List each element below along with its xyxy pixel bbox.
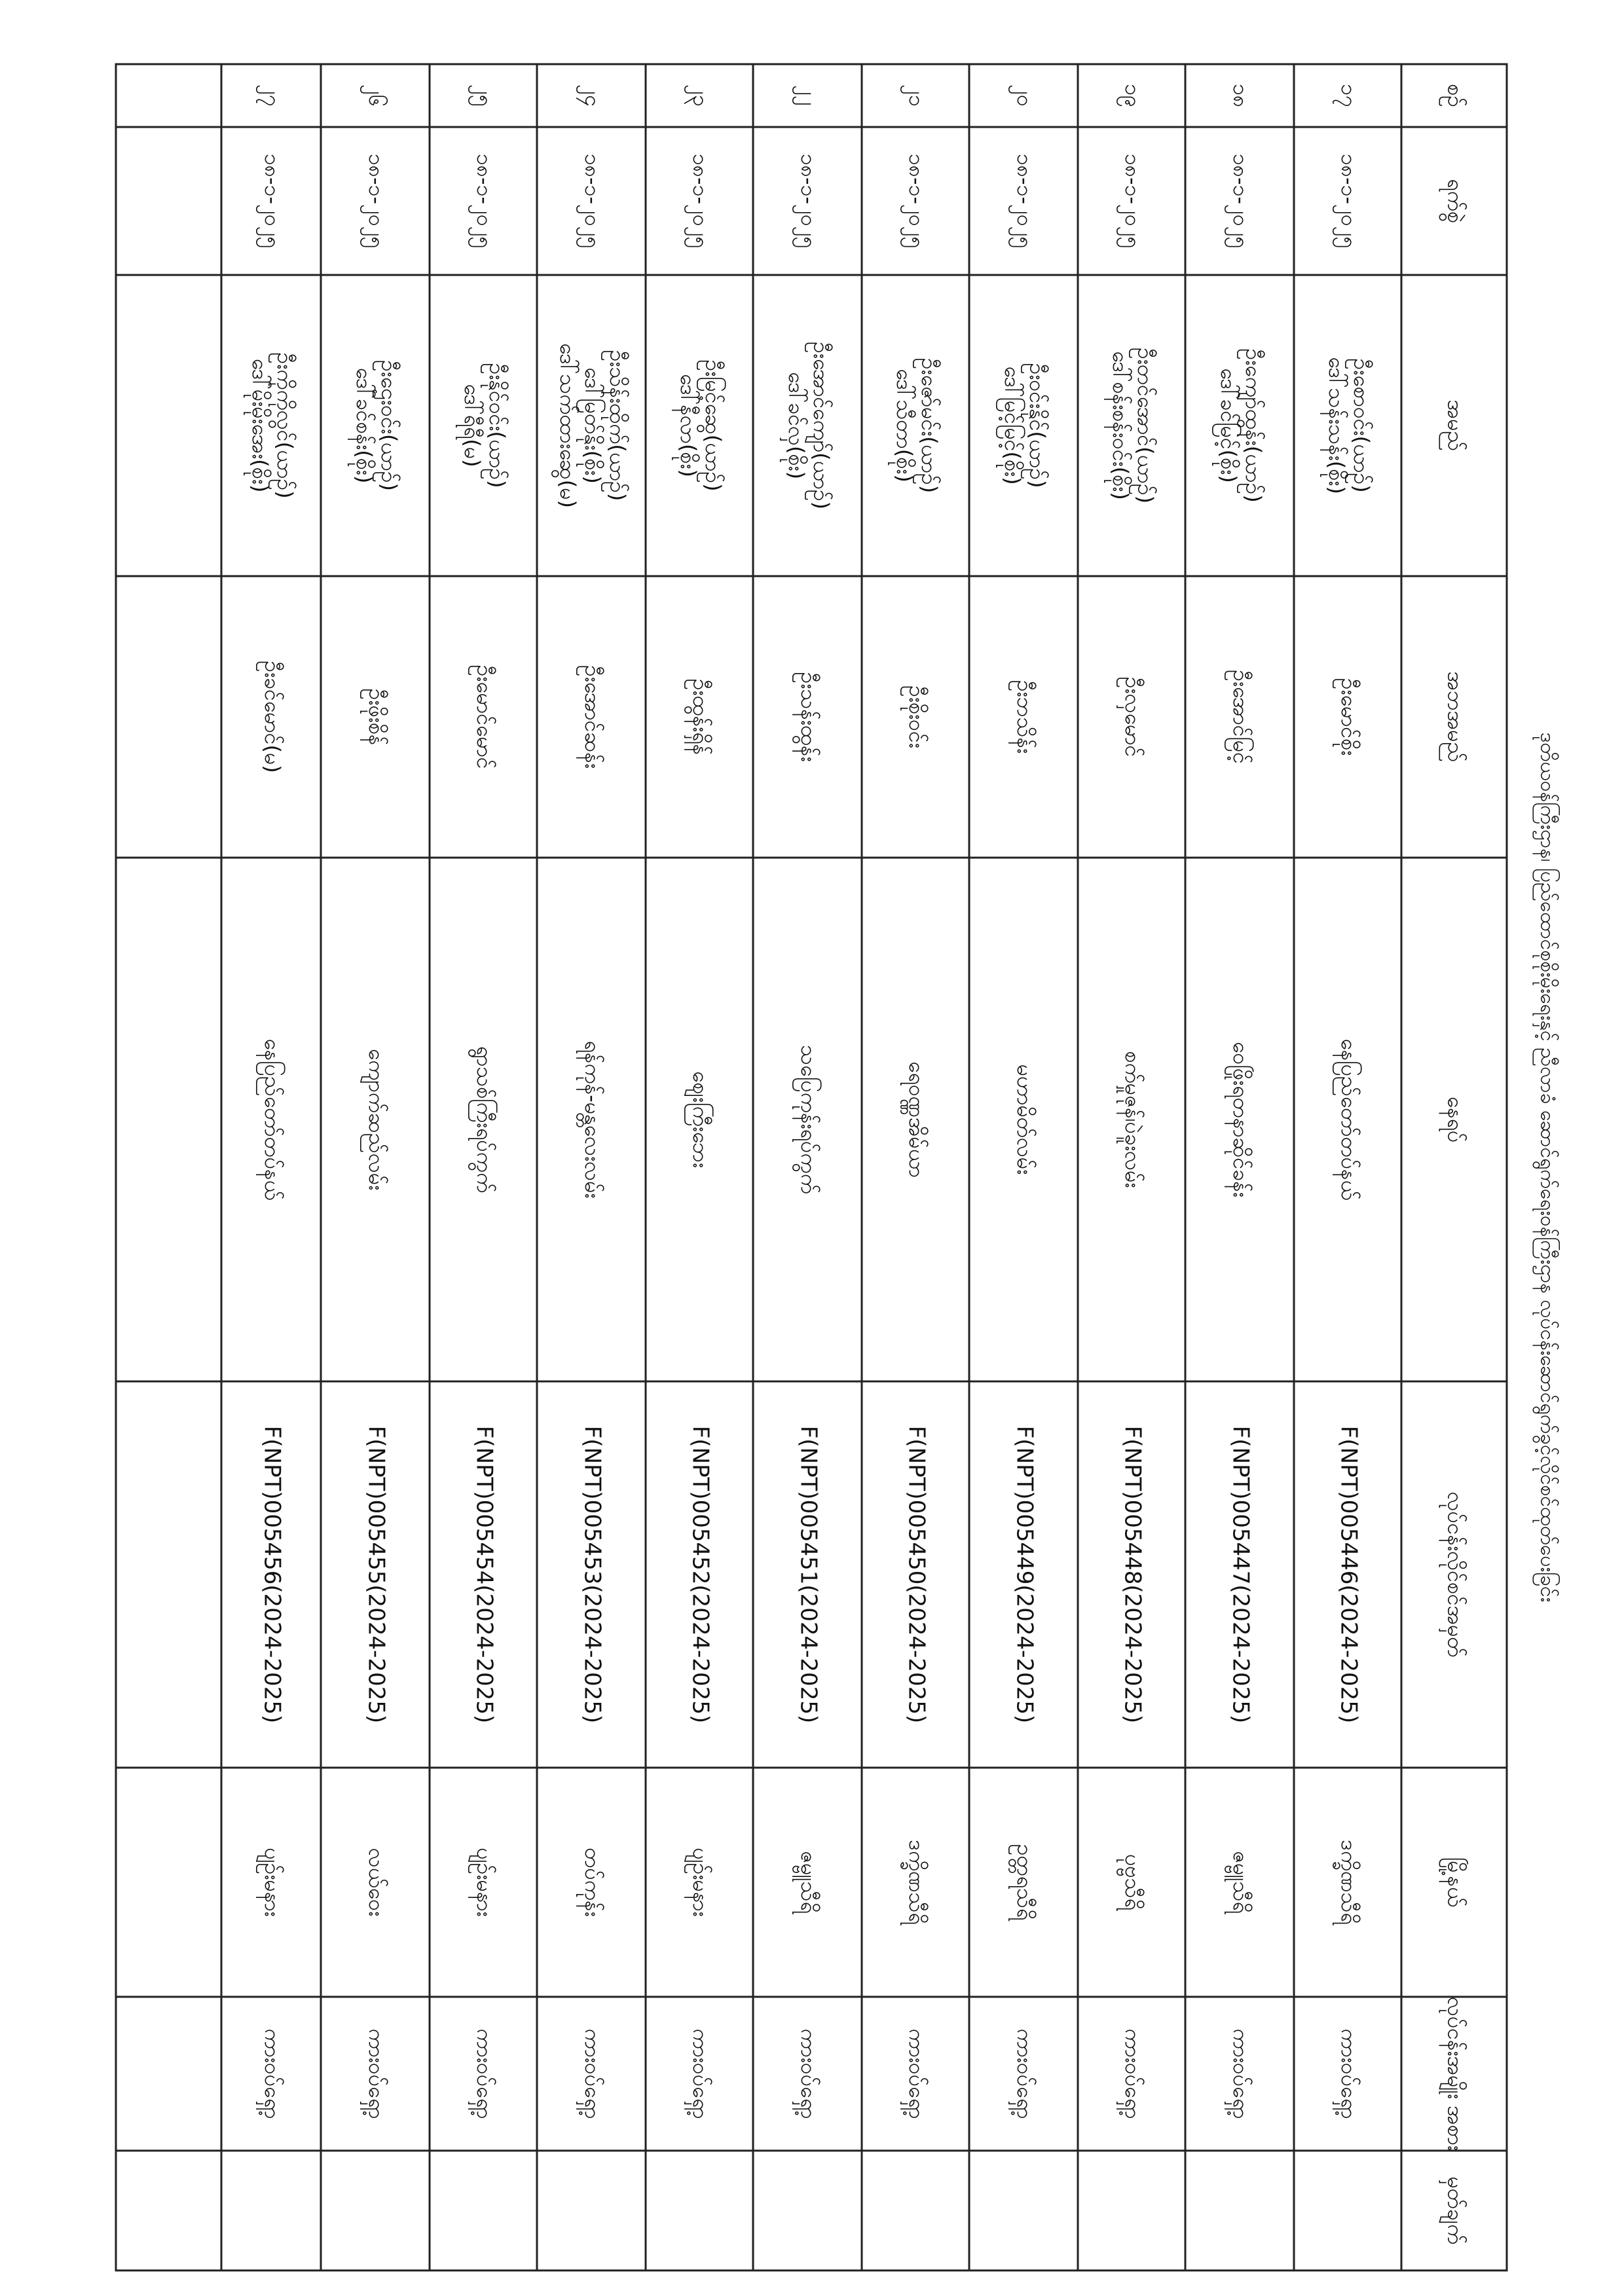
cell-address-line: နေပြည်တော်တပ်နယ် [1337, 1038, 1361, 1201]
cell-address [1333, 1038, 1361, 1200]
cell-date-line: ၁၈-၁-၂၀၂၅ [688, 153, 713, 249]
cell-type-line: ကားဝပ်ရှော့ [1337, 2028, 1361, 2119]
cell-no [900, 84, 929, 107]
header-township [1439, 1857, 1468, 1907]
cell-no-line: ၂၂ [796, 85, 821, 106]
cell-address-line: သပြေကုန်းရပ်ကွက် [796, 1045, 821, 1194]
cell-address [1012, 1065, 1037, 1175]
cell-license [471, 1426, 498, 1723]
cell-license [1336, 1426, 1362, 1723]
cell-township-line: လယ်ဝေး [364, 1848, 389, 1917]
header-date [1439, 179, 1468, 223]
cell-date-line: ၁၈-၁-၂၀၂၅ [904, 153, 929, 249]
cell-township [1225, 1851, 1253, 1914]
cell-address-line: ရန်ကုန်-မန္တလေးလမ်း [580, 1040, 605, 1199]
cell-father-line: ဦးအောင်ဆန်း [580, 665, 605, 769]
cell-name-line: ဒေါ်ခင်လှ(စိုး) [784, 371, 809, 480]
cell-name-line: ဦးတင်အောင်(ယာဉ်) [1133, 347, 1158, 504]
header-no [1439, 84, 1468, 107]
cell-license-line: F(NPT)005449(2024-2025) [1011, 1425, 1038, 1724]
cell-address [1116, 1051, 1145, 1188]
cell-township [684, 1848, 713, 1916]
cell-name [1320, 357, 1374, 494]
cell-address [576, 1040, 605, 1198]
cell-license-line: F(NPT)005447(2024-2025) [1227, 1425, 1254, 1724]
cell-name [244, 352, 297, 498]
cell-township [1333, 1840, 1361, 1925]
cell-license [1120, 1426, 1146, 1723]
cell-date-line: ၁၈-၁-၂၀၂၅ [260, 153, 285, 249]
cell-date-line: ၁၈-၁-၂၀၂၅ [472, 153, 497, 249]
cell-date [900, 154, 929, 249]
cell-date [1008, 154, 1037, 249]
cell-no-line: ၂၇ [260, 84, 285, 107]
cell-type [792, 2028, 821, 2119]
cell-license-line: F(NPT)005455(2024-2025) [363, 1425, 390, 1724]
cell-father [792, 672, 821, 761]
cell-license-line: F(NPT)005452(2024-2025) [687, 1425, 714, 1724]
cell-type [1333, 2028, 1361, 2119]
cell-name-line: ဦးသိန်းထိုက်(ယာဉ်) [605, 350, 630, 501]
header-father [1439, 672, 1468, 763]
cell-no [576, 84, 605, 107]
cell-date [1333, 154, 1361, 249]
cell-name [551, 343, 630, 508]
cell-date [1225, 154, 1253, 249]
cell-no-line: ၂၄ [580, 84, 605, 107]
cell-township-line: ဒက္ခိဏသီရိ [1337, 1840, 1361, 1925]
cell-no-line: ၂၃ [688, 84, 713, 107]
cell-township [364, 1848, 389, 1917]
cell-type [1008, 2028, 1037, 2119]
cell-name-line: ဦးကျော်ထွန်း(ယာဉ်) [1241, 348, 1266, 503]
cell-date [576, 154, 605, 249]
cell-name [672, 359, 726, 491]
cell-address-line: နေပြည်တော်တပ်နယ် [260, 1038, 285, 1201]
cell-no-line: ၂၅ [472, 84, 497, 107]
cell-license-line: F(NPT)005454(2024-2025) [471, 1425, 498, 1724]
cell-date [1116, 154, 1145, 249]
cell-township [900, 1840, 929, 1925]
cell-date-line: ၁၈-၁-၂၀၂၅ [1228, 153, 1253, 249]
cell-township [576, 1848, 605, 1916]
cell-license [796, 1426, 822, 1723]
cell-name-line: ဒေါ်မြင့်မြင့်(စိုး) [1000, 366, 1025, 485]
cell-township [256, 1848, 285, 1916]
cell-township-line: တပ်ကုန်း [580, 1848, 605, 1917]
cell-type [684, 2028, 713, 2119]
cell-no [1008, 84, 1037, 107]
header-name-line: အမည် [1443, 399, 1468, 452]
cell-township-line: ပုဗ္ဗသီရိ [1120, 1854, 1145, 1910]
cell-township-line: ဇမ္ဗူသီရိ [1228, 1851, 1253, 1914]
cell-father [576, 665, 605, 769]
cell-name-line: ဒေါ်စန်းစန်းဝင်း(စိုး) [1108, 351, 1133, 500]
cell-type [576, 2028, 605, 2119]
cell-address-line: ရွာသစ်ကြီးရပ်ကွက် [472, 1046, 497, 1194]
header-remark [1439, 2177, 1468, 2245]
cell-license [259, 1426, 286, 1723]
cell-no [1116, 84, 1145, 107]
cell-no-line: ၂၀ [1012, 84, 1037, 107]
cell-date [792, 154, 821, 249]
cell-type-line: ကားဝပ်ရှော့ [688, 2028, 713, 2119]
cell-no-line: ၁၉ [1120, 84, 1145, 107]
cell-township [1116, 1854, 1145, 1911]
cell-date-line: ၁၈-၁-၂၀၂၅ [580, 153, 605, 249]
header-address-line: နေရပ် [1443, 1096, 1468, 1143]
cell-name-line: ဦးစောဝင်း(ယာဉ်) [1349, 358, 1374, 493]
header-date-line: ရက်စွဲ [1443, 179, 1468, 223]
cell-father-line: ဦးလှမောင် [1120, 676, 1145, 757]
header-no-line: စဉ် [1443, 84, 1468, 107]
page-title [1532, 733, 1560, 1603]
cell-type-line: ကားဝပ်ရှော့ [1120, 2028, 1145, 2119]
cell-name-line: ဦးဝင်းနိုင်(ယာဉ်) [1025, 363, 1050, 488]
cell-father [900, 685, 929, 748]
cell-type [1225, 2028, 1253, 2119]
cell-license [904, 1426, 930, 1723]
cell-father [684, 679, 713, 755]
cell-father-line: ဦးဘသိန်း [1012, 680, 1037, 754]
cell-no-line: ၁၈ [1228, 83, 1253, 108]
cell-date-line: ၁၈-၁-၂၀၂၅ [1120, 153, 1145, 249]
cell-township-line: ဥတ္တရသီရိ [1012, 1844, 1037, 1921]
cell-type-line: ကားဝပ်ရှော့ [260, 2028, 285, 2119]
cell-name-line: ဦးဌေးဝင်း(ယာဉ်) [377, 360, 401, 491]
cell-type [256, 2028, 285, 2119]
cell-name-line: ဒေါ်ခင်မြင့်(စိုး) [1216, 368, 1241, 483]
cell-no [468, 84, 497, 107]
cell-no-line: ၂၁ [904, 84, 929, 107]
cell-address [792, 1045, 821, 1194]
cell-no [792, 85, 821, 105]
title-text: ဒုတိယဝန်ကြီးဌာန၊ ပြည်ထောင်စုစိုးမိုးရေးနှင့် ညီလာခံ ဆောင်ရွက်ရေးဝန်ကြီးဌာန လုပ်ငန်းဆောင်ရွက်ခွင့်လိုင်စင်ထုတ်ပေးခြင်း [1536, 732, 1559, 1603]
cell-address [684, 1071, 713, 1168]
cell-father [360, 689, 389, 746]
header-name [1439, 400, 1468, 452]
cell-township [1008, 1844, 1037, 1922]
cell-address [1225, 1042, 1253, 1197]
cell-no [360, 84, 389, 107]
cell-township-line: ဒက္ခိဏသီရိ [904, 1840, 929, 1925]
cell-address [900, 1061, 929, 1178]
cell-type-line: ကားဝပ်ရှော့ [580, 2028, 605, 2119]
cell-name-line: ဦးဇော်မင်း(ယာဉ်) [917, 357, 942, 494]
cell-license [363, 1426, 390, 1723]
cell-license [688, 1426, 714, 1723]
cell-date-line: ၁၈-၁-၂၀၂၅ [796, 153, 821, 249]
cell-no [256, 84, 285, 107]
cell-type [360, 2028, 389, 2119]
cell-address-line: ဝေဖြိုးရတနာဆိုင်ခန်း [1228, 1042, 1253, 1197]
cell-type [900, 2028, 929, 2119]
cell-no-line: ၂၆ [364, 84, 389, 107]
cell-type-line: ကားဝပ်ရှော့ [1012, 2028, 1037, 2119]
cell-father [1008, 680, 1037, 754]
cell-address [256, 1038, 285, 1200]
cell-license-line: F(NPT)005453(2024-2025) [579, 1425, 606, 1724]
cell-name-line: ဒေါ်မြတ်နိုး(စိုး) [580, 367, 605, 484]
cell-name [348, 360, 401, 491]
cell-father-line: ဦးသန်းထွန်း [796, 672, 821, 762]
cell-type-line: ကားဝပ်ရှော့ [472, 2028, 497, 2119]
cell-name-line: ဒေါ်သီတာ(စိုး) [892, 369, 917, 483]
cell-date-line: ၁၈-၁-၂၀၂၅ [364, 153, 389, 249]
cell-township-line: ပျဉ်းမနား [688, 1848, 713, 1917]
cell-no [1228, 84, 1253, 107]
cell-name-line: ဒေါ်ခင်စန်း(စိုး) [352, 367, 377, 484]
cell-father-line: ဦးထွန်းရှိန် [688, 678, 713, 756]
cell-type-line: ကားဝပ်ရှော့ [1228, 2028, 1253, 2119]
cell-township [468, 1848, 497, 1916]
cell-date [256, 154, 285, 249]
cell-name-line: ဦးနိုင်ဝင်း(ယာဉ်) [485, 363, 509, 488]
cell-address-line: မဟာမိတ်လမ်း [1012, 1064, 1037, 1175]
cell-father-line: ဦးအောင်မြင့် [1228, 670, 1253, 764]
cell-name-line: ဒေါ်သန်းသန်း(စိုး) [1324, 357, 1349, 494]
cell-father-line: ဦးမောင်စိုး [1337, 678, 1361, 756]
header-address [1439, 1097, 1468, 1143]
cell-father-line: ဦးမောင်မောင် [472, 665, 497, 769]
cell-address-line: ကျောက်ဆည်လမ်း [364, 1048, 389, 1191]
cell-name-line: ဦးမြင့်ဆွေ(ယာဉ်) [701, 359, 726, 492]
header-father-line: အဘအမည် [1443, 671, 1468, 763]
cell-name-line: ဒေါ်နီလာ(စိုး) [676, 373, 701, 478]
cell-type-line: ကားဝပ်ရှော့ [904, 2028, 929, 2119]
cell-name [888, 358, 942, 494]
cell-type-line: ကားဝပ်ရှော့ [364, 2028, 389, 2119]
cell-father-line: ဦးဖိုးစိန် [364, 688, 389, 746]
header-license [1439, 1492, 1468, 1658]
cell-name [1212, 348, 1266, 502]
cell-address [360, 1049, 389, 1191]
cell-name-line: ဒေါ်မိုးမိုးအေး(စိုး) [248, 358, 272, 493]
cell-date [360, 154, 389, 249]
cell-license [1228, 1426, 1254, 1723]
cell-license-line: F(NPT)005448(2024-2025) [1119, 1425, 1146, 1724]
header-type-line: လုပ်ငန်းအမျိုး အစား [1443, 1997, 1468, 2151]
cell-father [256, 661, 285, 773]
cell-date [684, 154, 713, 249]
cell-township [792, 1851, 821, 1914]
cell-date-line: ၁၈-၁-၂၀၂၅ [1012, 153, 1037, 249]
cell-name-line: ဒေါ်ရီရီ(မ) [460, 384, 485, 467]
cell-no-line: ၁၇ [1337, 84, 1361, 107]
cell-no [1333, 84, 1361, 107]
cell-father [1116, 677, 1145, 757]
cell-license-line: F(NPT)005451(2024-2025) [795, 1425, 822, 1724]
cell-date [468, 154, 497, 249]
cell-name-line: ဒေါ်သက်ထားဆွေ(မ) [555, 342, 580, 509]
cell-father [468, 665, 497, 769]
cell-father [1225, 670, 1253, 764]
cell-father-line: ဦးခင်မောင်(မ) [260, 661, 285, 773]
cell-township-line: ဇမ္ဗူသီရိ [796, 1851, 821, 1914]
cell-township-line: ပျဉ်းမနား [472, 1848, 497, 1917]
cell-license-line: F(NPT)005450(2024-2025) [903, 1425, 930, 1724]
header-type [1439, 1997, 1468, 2151]
cell-license [580, 1426, 606, 1723]
cell-name [1104, 348, 1158, 503]
cell-type [468, 2028, 497, 2119]
cell-father [1333, 678, 1361, 756]
header-township-line: မြို့နယ် [1443, 1857, 1468, 1908]
cell-father-line: ဦးစိုးဝင်း [904, 685, 929, 748]
cell-name-line: ဦးကိုကိုလွင်(ယာဉ်) [272, 352, 297, 499]
cell-address-line: ဈေးကြီးဘေး [688, 1071, 713, 1168]
cell-date-line: ၁၈-၁-၂၀၂၅ [1337, 153, 1361, 249]
cell-name [996, 363, 1050, 488]
cell-address-line: ရေဝဏ္ဏအိမ်ယာ [904, 1061, 929, 1178]
cell-license-line: F(NPT)005446(2024-2025) [1335, 1425, 1362, 1724]
cell-township-line: ပျဉ်းမနား [260, 1848, 285, 1917]
cell-no [684, 84, 713, 107]
cell-license-line: F(NPT)005456(2024-2025) [259, 1425, 286, 1724]
cell-type-line: ကားဝပ်ရှော့ [796, 2028, 821, 2119]
header-license-line: လုပ်ငန်းလိုင်စင်အမှတ် [1443, 1491, 1468, 1658]
cell-type [1116, 2028, 1145, 2119]
cell-name-line: ဦးအောင်ကျော်(ယာဉ်) [809, 341, 834, 510]
header-remark-line: မှတ်ချက် [1443, 2176, 1468, 2245]
cell-address [468, 1046, 497, 1194]
cell-address-line: စက်မှုဇုန်၊ပဲခူးလမ်း [1120, 1051, 1145, 1188]
cell-license [1012, 1426, 1038, 1723]
